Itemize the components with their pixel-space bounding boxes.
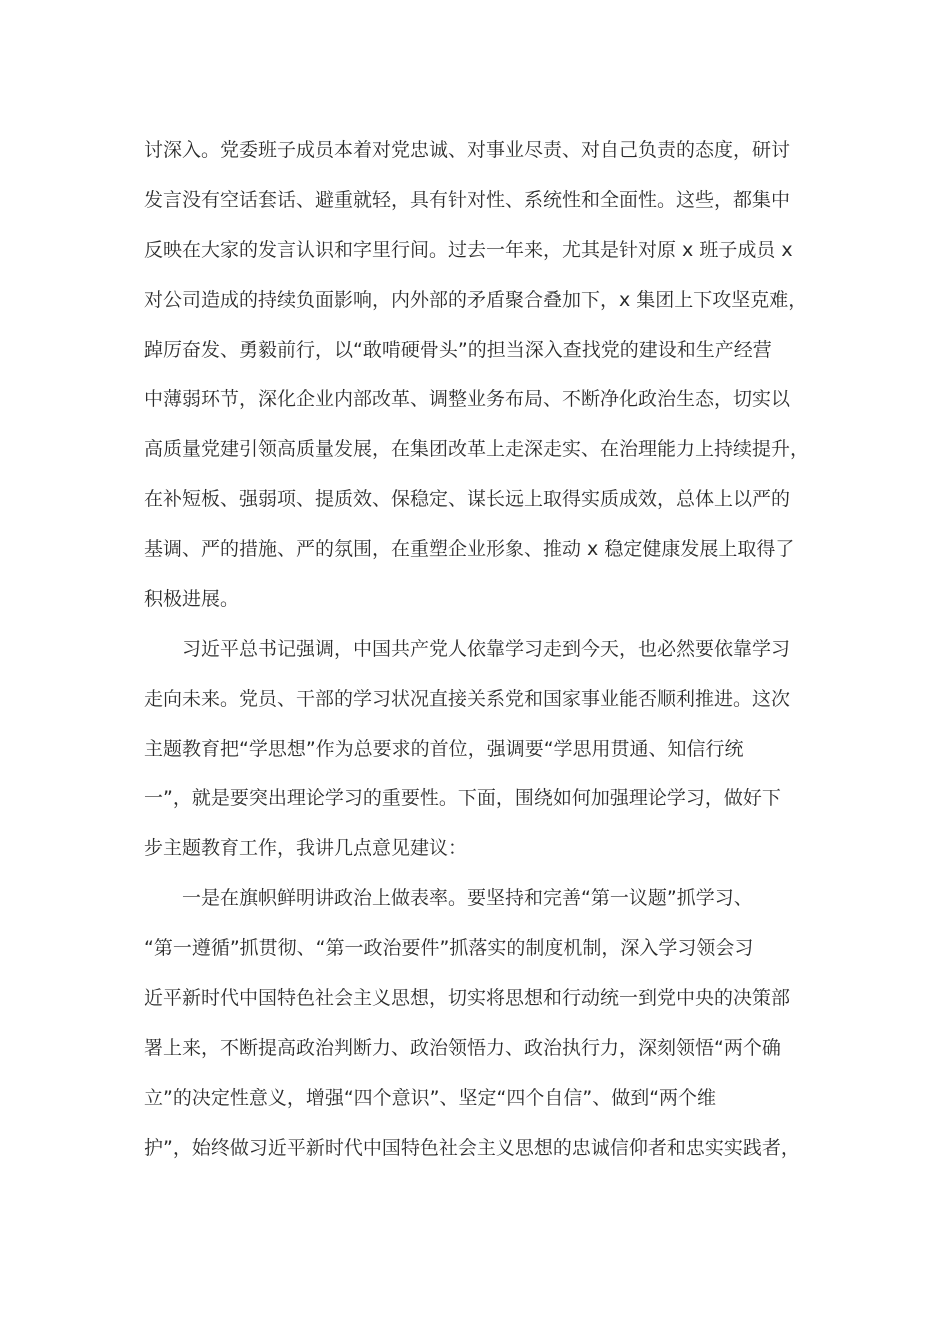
text-line: 步主题教育工作，我讲几点意见建议： — [144, 837, 468, 859]
text-line: 近平新时代中国特色社会主义思想，切实将思想和行动统一到党中央的决策部 — [144, 987, 791, 1009]
paragraph-first-line: 习近平总书记强调，中国共产党人依靠学习走到今天，也必然要依靠学习 — [182, 638, 791, 660]
paragraph-first-line: 一是在旗帜鲜明讲政治上做表率。要坚持和完善“第一议题”抓学习、 — [182, 887, 753, 909]
text-line: “第一遵循”抓贯彻、“第一政治要件”抓落实的制度机制，深入学习领会习 — [144, 937, 754, 959]
text-line: 署上来，不断提高政治判断力、政治领悟力、政治执行力，深刻领悟“两个确 — [144, 1037, 781, 1059]
text-line: 反映在大家的发言认识和字里行间。过去一年来，尤其是针对原 x 班子成员 x — [144, 239, 793, 261]
text-line: 基调、严的措施、严的氛围，在重塑企业形象、推动 x 稳定健康发展上取得了 — [144, 538, 795, 560]
text-line: 发言没有空话套话、避重就轻，具有针对性、系统性和全面性。这些，都集中 — [144, 189, 791, 211]
text-line: 讨深入。党委班子成员本着对党忠诚、对事业尽责、对自己负责的态度，研讨 — [144, 139, 791, 161]
text-line: 对公司造成的持续负面影响，内外部的矛盾聚合叠加下，x 集团上下攻坚克难， — [144, 289, 808, 311]
text-line: 走向未来。党员、干部的学习状况直接关系党和国家事业能否顺利推进。这次 — [144, 688, 791, 710]
text-line: 主题教育把“学思想”作为总要求的首位，强调要“学思用贯通、知信行统 — [144, 738, 744, 760]
text-line: 护”，始终做习近平新时代中国特色社会主义思想的忠诚信仰者和忠实实践者， — [144, 1137, 800, 1159]
text-line: 立”的决定性意义，增强“四个意识”、坚定“四个自信”、做到“两个维 — [144, 1087, 717, 1109]
text-line: 中薄弱环节，深化企业内部改革、调整业务布局、不断净化政治生态，切实以 — [144, 388, 791, 410]
text-line: 在补短板、强弱项、提质效、保稳定、谋长远上取得实质成效，总体上以严的 — [144, 488, 791, 510]
text-line: 积极进展。 — [144, 588, 240, 610]
text-line: 一”，就是要突出理论学习的重要性。下面，围绕如何加强理论学习，做好下 — [144, 787, 781, 809]
text-line: 踔厉奋发、勇毅前行，以“敢啃硬骨头”的担当深入查找党的建设和生产经营 — [144, 339, 772, 361]
text-line: 高质量党建引领高质量发展，在集团改革上走深走实、在治理能力上持续提升， — [144, 438, 810, 460]
